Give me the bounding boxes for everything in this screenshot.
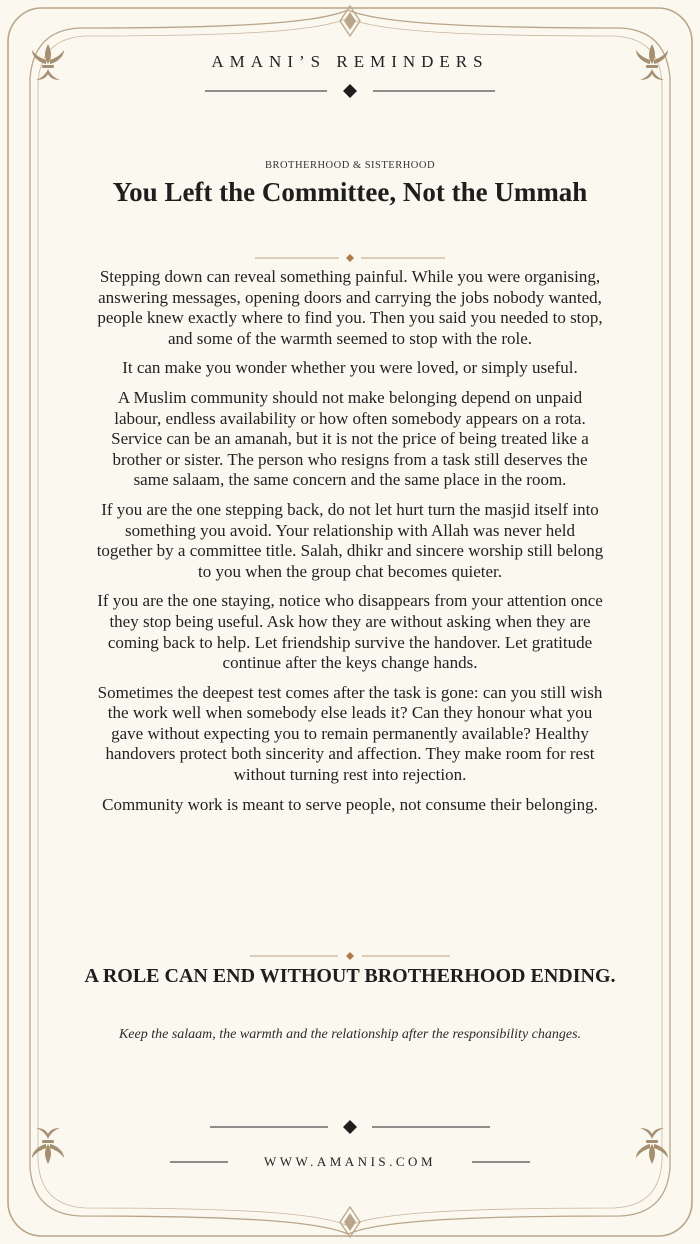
key-message: A ROLE CAN END WITHOUT BROTHERHOOD ENDING. [84,965,616,987]
footer-divider [210,1118,490,1136]
body-paragraph: If you are the one staying, notice who disappears from your attention once they stop being useful. Ask how they are without asking when they are coming back to help. Let friendship survive the handover. Let gratitude continue after the keys change hands. [97,591,603,673]
website-url[interactable]: WWW.AMANIS.COM [263,1154,437,1169]
body-paragraph: Community work is meant to serve people, not consume their belonging. [102,794,598,814]
top-diamond-icon [336,4,364,38]
title-divider [255,252,445,264]
body-paragraph: Stepping down can reveal something painful. While you were organising, answering messages, opening doors and carrying the jobs nobody wanted, people knew exactly where to find you. Then you said you needed to stop, and some of the warmth seemed to stop with the role. [97,267,603,348]
article-body [96,267,604,824]
body-divider [250,950,450,962]
body-paragraph: If you are the one stepping back, do not let hurt turn the masjid itself into something you avoid. Your relationship with Allah was never held together by a committee title. Salah, dhikr and sincere worship still belong to you when the group chat becomes quieter. [96,499,604,581]
key-message-subtitle: Keep the salaam, the warmth and the relationship after the responsibility changes. [118,1027,582,1042]
diamond-icon [343,1120,357,1134]
bottom-diamond-icon [336,1205,364,1239]
body-paragraph: Sometimes the deepest test comes after the task is gone: can you still wish the work well when somebody else leads it? Can they honour what you gave without expecting you to remain permanently available? Healthy handovers protect both sincerity and affection. They make room for rest without turning rest into rejection. [97,682,603,785]
body-paragraph: A Muslim community should not make belonging depend on unpaid labour, endless availability or how often somebody appears on a rota. Service can be an amanah, but it is not the price of being treated like a brother or sister. The person who resigns from a task still deserves the same salaam, the same concern and the same place in the room. [111,387,589,490]
article-title: You Left the Committee, Not the Ummah [112,177,588,207]
header-divider [205,82,495,100]
diamond-icon [343,84,357,98]
brand-name: AMANI’S REMINDERS [211,52,489,71]
diamond-icon [346,254,354,262]
category-label: BROTHERHOOD & SISTERHOOD [264,160,436,171]
diamond-icon [346,952,354,960]
body-paragraph: It can make you wonder whether you were loved, or simply useful. [122,358,578,378]
